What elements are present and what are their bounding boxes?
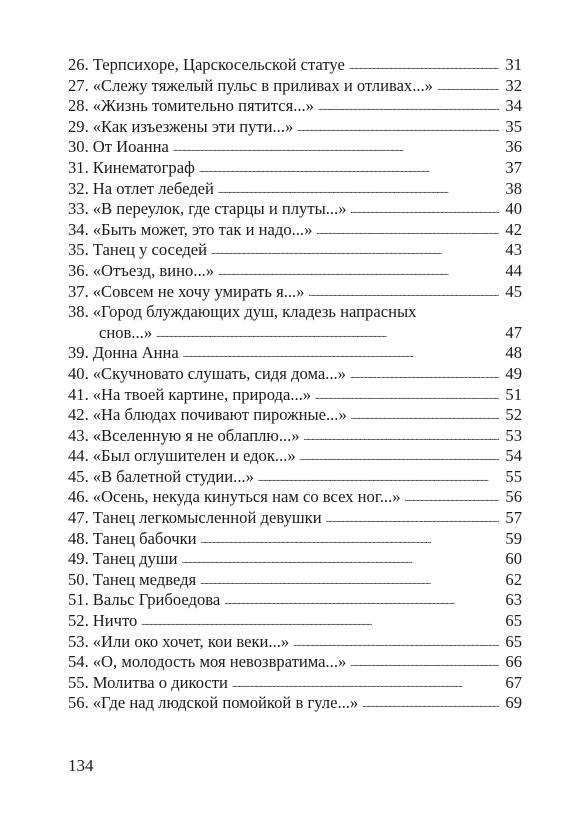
toc-entry-title: Танец бабочки bbox=[92, 528, 197, 548]
toc-entry-page: 59 bbox=[505, 528, 522, 548]
toc-entry bbox=[68, 426, 522, 447]
dot-leader bbox=[316, 221, 499, 242]
toc-entry bbox=[68, 405, 522, 426]
toc-entry-title: Танец медведя bbox=[92, 569, 197, 589]
dot-leader bbox=[405, 488, 499, 509]
dot-leader bbox=[293, 633, 499, 654]
page-number: 134 bbox=[68, 756, 94, 775]
toc-entry-page: 37 bbox=[505, 157, 522, 177]
toc-entry-page: 31 bbox=[505, 55, 522, 74]
toc-entry-number: 47. bbox=[68, 508, 89, 528]
toc-entry-title: «Был оглушителен и едок...» bbox=[92, 446, 296, 466]
toc-entry bbox=[68, 570, 522, 591]
toc-entry-page: 65 bbox=[505, 631, 522, 651]
toc-entry-number: 45. bbox=[68, 466, 89, 486]
toc-entry-number: 55. bbox=[68, 672, 89, 692]
toc-entry-page: 32 bbox=[505, 75, 522, 95]
toc-entry-title: Танец легкомысленной девушки bbox=[92, 508, 322, 528]
toc-entry-number: 46. bbox=[68, 487, 89, 507]
toc-entry-page: 47 bbox=[505, 322, 522, 342]
toc-entry bbox=[68, 282, 522, 303]
dot-leader bbox=[362, 694, 499, 715]
dot-leader bbox=[211, 241, 499, 262]
toc-entry-page: 67 bbox=[505, 672, 522, 692]
toc-entry bbox=[68, 693, 522, 714]
dot-leader bbox=[232, 674, 499, 695]
toc-entry-title: «Совсем не хочу умирать я...» bbox=[92, 281, 305, 301]
toc-entry-page: 48 bbox=[505, 343, 522, 363]
dot-leader bbox=[326, 509, 499, 530]
toc-entry-page: 56 bbox=[505, 487, 522, 507]
toc-entry-title: «Или око хочет, кои веки...» bbox=[92, 631, 290, 651]
toc-entry-page: 49 bbox=[505, 363, 522, 383]
dot-leader bbox=[141, 612, 499, 633]
toc-entry-number: 40. bbox=[68, 363, 89, 383]
dot-leader bbox=[349, 56, 499, 77]
dot-leader bbox=[182, 550, 499, 571]
toc-entry bbox=[68, 590, 522, 611]
toc-entry-number: 56. bbox=[68, 693, 89, 713]
toc-entry-page: 36 bbox=[505, 137, 522, 157]
dot-leader bbox=[318, 97, 499, 118]
toc-entry-title: Танец души bbox=[92, 549, 178, 569]
toc-entry-title: Танец у соседей bbox=[92, 240, 208, 260]
toc-entry-page: 52 bbox=[505, 405, 522, 425]
toc-entry bbox=[68, 96, 522, 117]
dot-leader bbox=[300, 447, 499, 468]
dot-leader bbox=[183, 344, 499, 365]
dot-leader bbox=[304, 427, 499, 448]
toc-entry-number: 32. bbox=[68, 178, 89, 198]
toc-entry-number: 52. bbox=[68, 611, 89, 631]
toc-entry-number: 31. bbox=[68, 157, 89, 177]
toc-entry bbox=[68, 220, 522, 241]
toc-entry-page: 44 bbox=[505, 260, 522, 280]
dot-leader bbox=[258, 468, 499, 489]
toc-entry-title: «В балетной студии...» bbox=[92, 466, 254, 486]
toc-entry bbox=[68, 385, 522, 406]
toc-entry-title: «В переулок, где старцы и плуты...» bbox=[92, 199, 347, 219]
toc-entry-page: 54 bbox=[505, 446, 522, 466]
toc-entry bbox=[68, 158, 522, 179]
toc-entry-page: 34 bbox=[505, 96, 522, 116]
toc-entry-number: 29. bbox=[68, 116, 89, 136]
toc-entry-number: 50. bbox=[68, 569, 89, 589]
toc-entry-title: «Слежу тяжелый пульс в приливах и отливах...» bbox=[92, 75, 433, 95]
toc-entry-title: «Скучновато слушать, сидя дома...» bbox=[92, 363, 346, 383]
dot-leader bbox=[200, 571, 499, 592]
toc-entry-title: Вальс Грибоедова bbox=[92, 590, 221, 610]
toc-entry-page: 35 bbox=[505, 116, 522, 136]
toc-entry-number: 49. bbox=[68, 549, 89, 569]
toc-entry-page: 66 bbox=[505, 652, 522, 672]
toc-entry-title: «Отъезд, вино...» bbox=[92, 260, 215, 280]
toc-entry bbox=[68, 652, 522, 673]
toc-entry-number: 51. bbox=[68, 590, 89, 610]
toc-entry bbox=[68, 529, 522, 550]
toc-entry bbox=[68, 632, 522, 653]
dot-leader bbox=[315, 386, 499, 407]
toc-entry-title: «Жизнь томительно пятится...» bbox=[92, 96, 314, 116]
toc-entry-title: «Осень, некуда кинуться нам со всех ног...» bbox=[92, 487, 401, 507]
toc-entry-number: 41. bbox=[68, 384, 89, 404]
toc-entry-number: 36. bbox=[68, 260, 89, 280]
dot-leader bbox=[297, 118, 499, 139]
dot-leader bbox=[437, 77, 499, 98]
toc-entry bbox=[68, 137, 522, 158]
toc-entry-title: Ничто bbox=[92, 611, 138, 631]
toc-entry bbox=[68, 199, 522, 220]
dot-leader bbox=[173, 138, 499, 159]
toc-entry bbox=[68, 611, 522, 632]
toc-entry-number: 33. bbox=[68, 199, 89, 219]
toc-entry bbox=[68, 179, 522, 200]
toc-entry bbox=[68, 446, 522, 467]
toc-entry bbox=[68, 467, 522, 488]
dot-leader bbox=[218, 180, 499, 201]
toc-entry-title: «Где над людской помойкой в гуле...» bbox=[92, 693, 359, 713]
toc-entry-title: Кинематограф bbox=[92, 157, 195, 177]
toc-entry-number: 35. bbox=[68, 240, 89, 260]
toc-entry-title: Молитва о дикости bbox=[92, 672, 228, 692]
toc-entry-title: «Город блуждающих душ, кладезь напрасных bbox=[92, 302, 417, 322]
toc-entry-title: «Вселенную я не облаплю...» bbox=[92, 425, 300, 445]
toc-entry-number: 48. bbox=[68, 528, 89, 548]
toc-entry-page: 65 bbox=[505, 611, 522, 631]
toc-entry-number: 53. bbox=[68, 631, 89, 651]
dot-leader bbox=[218, 262, 499, 283]
toc-entry-number: 26. bbox=[68, 55, 89, 74]
toc-entry bbox=[68, 343, 522, 364]
toc-entry-title: «Быть может, это так и надо...» bbox=[92, 219, 313, 239]
toc-entry-page: 63 bbox=[505, 590, 522, 610]
toc-entry-page: 57 bbox=[505, 508, 522, 528]
toc-entry-page: 55 bbox=[505, 466, 522, 486]
toc-entry-page: 42 bbox=[505, 219, 522, 239]
toc-entry bbox=[68, 508, 522, 529]
toc-entry bbox=[68, 364, 522, 385]
toc-entry-page: 62 bbox=[505, 569, 522, 589]
toc-entry-page: 69 bbox=[505, 693, 522, 713]
toc-entry-number: 44. bbox=[68, 446, 89, 466]
toc-entry-number: 43. bbox=[68, 425, 89, 445]
dot-leader bbox=[224, 591, 499, 612]
dot-leader bbox=[351, 200, 500, 221]
toc-entry-number: 34. bbox=[68, 219, 89, 239]
dot-leader bbox=[350, 653, 499, 674]
toc-entry bbox=[68, 117, 522, 138]
toc-entry-continuation-line bbox=[68, 323, 522, 344]
toc-entry-number: 28. bbox=[68, 96, 89, 116]
toc-entry-page: 45 bbox=[505, 281, 522, 301]
table-of-contents bbox=[68, 55, 522, 714]
dot-leader bbox=[350, 365, 499, 386]
toc-entry-page: 53 bbox=[505, 425, 522, 445]
toc-entry-number: 37. bbox=[68, 281, 89, 301]
dot-leader bbox=[201, 530, 499, 551]
toc-entry-title: «На твоей картине, природа...» bbox=[92, 384, 312, 404]
toc-entry-title: От Иоанна bbox=[92, 137, 169, 157]
toc-entry bbox=[68, 240, 522, 261]
toc-entry-number: 30. bbox=[68, 137, 89, 157]
toc-entry bbox=[68, 673, 522, 694]
toc-entry-number: 42. bbox=[68, 405, 89, 425]
toc-entry-title: Терпсихоре, Царскосельской статуе bbox=[92, 55, 345, 74]
toc-entry-page: 40 bbox=[505, 199, 522, 219]
toc-entry-page: 38 bbox=[505, 178, 522, 198]
toc-entry-number: 39. bbox=[68, 343, 89, 363]
toc-entry-title: «На блюдах почивают пирожные...» bbox=[92, 405, 347, 425]
toc-entry-title: Донна Анна bbox=[92, 343, 179, 363]
toc-entry bbox=[68, 487, 522, 508]
toc-entry-title-continuation: снов...» bbox=[99, 322, 153, 342]
dot-leader bbox=[351, 406, 499, 427]
toc-entry-number: 54. bbox=[68, 652, 89, 672]
toc-entry-title: На отлет лебедей bbox=[92, 178, 214, 198]
toc-entry bbox=[68, 55, 522, 76]
toc-entry bbox=[68, 549, 522, 570]
toc-entry bbox=[68, 76, 522, 97]
toc-entry-number: 38. bbox=[68, 302, 89, 322]
toc-entry bbox=[68, 261, 522, 282]
dot-leader bbox=[199, 159, 499, 180]
dot-leader bbox=[156, 324, 499, 345]
toc-entry-page: 43 bbox=[505, 240, 522, 260]
toc-entry bbox=[68, 302, 522, 323]
toc-entry-title: «О, молодость моя невозвратима...» bbox=[92, 652, 347, 672]
toc-entry-title: «Как изъезжены эти пути...» bbox=[92, 116, 294, 136]
toc-entry-number: 27. bbox=[68, 75, 89, 95]
toc-entry-page: 60 bbox=[505, 549, 522, 569]
dot-leader bbox=[308, 283, 499, 304]
toc-entry-page: 51 bbox=[505, 384, 522, 404]
